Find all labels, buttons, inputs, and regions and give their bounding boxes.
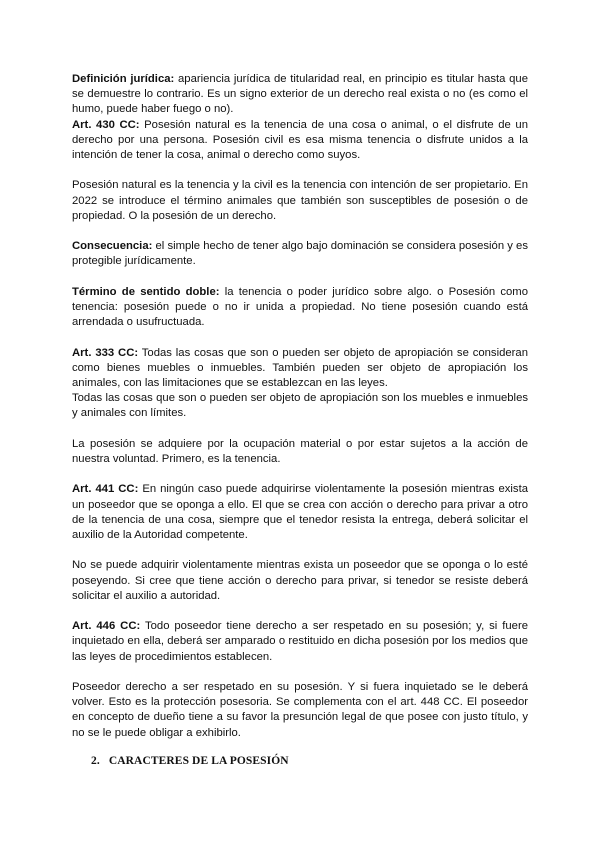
paragraph-text: Todas las cosas que son o pueden ser objeto de apropiación se consideran como bienes muebles o inmuebles. También pueden ser objeto de apropiación los animales, con las limitaciones que se establezcan en las leyes. bbox=[72, 346, 528, 389]
paragraph-text: La posesión se adquiere por la ocupación material o por estar sujetos a la acción de nuestra voluntad. Primero, es la tenencia. bbox=[72, 437, 528, 465]
paragraph-label: Término de sentido doble: bbox=[72, 285, 220, 298]
paragraph-text: Poseedor derecho a ser respetado en su posesión. Y si fuera inquietado se le deberá volver. Esto es la protección posesoria. Se complementa con el art. 448 CC. El poseedor en concepto de dueño tiene a su favor la presunción legal de que posee con justo título, y no se le puede obligar a exhibirlo. bbox=[72, 680, 528, 739]
section-title: CARACTERES DE LA POSESIÓN bbox=[108, 755, 289, 767]
paragraph-label: Definición jurídica: bbox=[72, 73, 175, 85]
paragraph-art-333 bbox=[72, 346, 528, 392]
paragraph-termino-sentido-doble bbox=[72, 285, 528, 331]
paragraph-text: la tenencia o poder jurídico sobre algo. o Posesión como tenencia: posesión puede o no ir unida a propiedad. No tiene posesión cuando está arrendada o usufructuada. bbox=[72, 285, 528, 329]
paragraph-art-446 bbox=[72, 619, 528, 665]
section-heading bbox=[91, 754, 289, 769]
paragraph-text: Posesión natural es la tenencia de una cosa o animal, o el disfrute de un derecho por una persona. Posesión civil es esa misma tenencia o disfrute unidos a la intención de tener la cosa, animal o derecho como suyos. bbox=[72, 118, 528, 162]
paragraph-label: Art. 430 CC: bbox=[72, 118, 140, 131]
paragraph-text: Todas las cosas que son o pueden ser objeto de apropiación son los muebles e inmuebles y animales con límites. bbox=[72, 392, 528, 420]
paragraph-art-430 bbox=[72, 118, 528, 164]
paragraph-text: No se puede adquirir violentamente mientras exista un poseedor que se oponga o lo esté poseyendo. Si cree que tiene acción o derecho para privar, si tenedor se resiste deberá solicitar el auxilio a autoridad. bbox=[72, 559, 528, 602]
document-body bbox=[72, 72, 528, 741]
paragraph-label: Art. 446 CC: bbox=[72, 620, 141, 633]
paragraph-text: En ningún caso puede adquirirse violentamente la posesión mientras exista un poseedor que se oponga a ello. El que se crea con acción o derecho para privar a otro de la tenencia de una cosa, siempre que el tenedor resista la entrega, deberá solicitar el auxilio de la Autoridad competente. bbox=[72, 483, 528, 541]
paragraph-label: Art. 333 CC: bbox=[72, 346, 139, 359]
paragraph-text: Posesión natural es la tenencia y la civil es la tenencia con intención de ser propietario. En 2022 se introduce el término animales que también son susceptibles de posesión o de propiedad. O la posesión de un derecho. bbox=[72, 179, 528, 222]
paragraph-consecuencia bbox=[72, 239, 528, 269]
paragraph-art-441 bbox=[72, 482, 528, 543]
paragraph-adquisicion-posesion bbox=[72, 437, 528, 467]
paragraph-text: el simple hecho de tener algo bajo dominación se considera posesión y es protegible jurídicamente. bbox=[72, 240, 528, 268]
paragraph-text: apariencia jurídica de titularidad real, en principio es titular hasta que se demuestre lo contrario. Es un signo exterior de un derecho real exista o no (es como el humo, puede haber fuego o no). bbox=[72, 73, 528, 116]
paragraph-adquirir-violentamente bbox=[72, 558, 528, 604]
paragraph-text: Todo poseedor tiene derecho a ser respetado en su posesión; y, si fuere inquietado en ella, deberá ser amparado o restituido en dicha posesión por los medios que las leyes de procedimientos establecen. bbox=[72, 620, 528, 663]
paragraph-definicion-juridica bbox=[72, 72, 528, 118]
paragraph-posesion-natural bbox=[72, 178, 528, 224]
paragraph-cosas-apropiacion bbox=[72, 391, 528, 421]
paragraph-proteccion-posesoria bbox=[72, 680, 528, 741]
paragraph-label: Art. 441 CC: bbox=[72, 483, 139, 496]
paragraph-label: Consecuencia: bbox=[72, 240, 153, 253]
section-number: 2. bbox=[91, 755, 100, 767]
